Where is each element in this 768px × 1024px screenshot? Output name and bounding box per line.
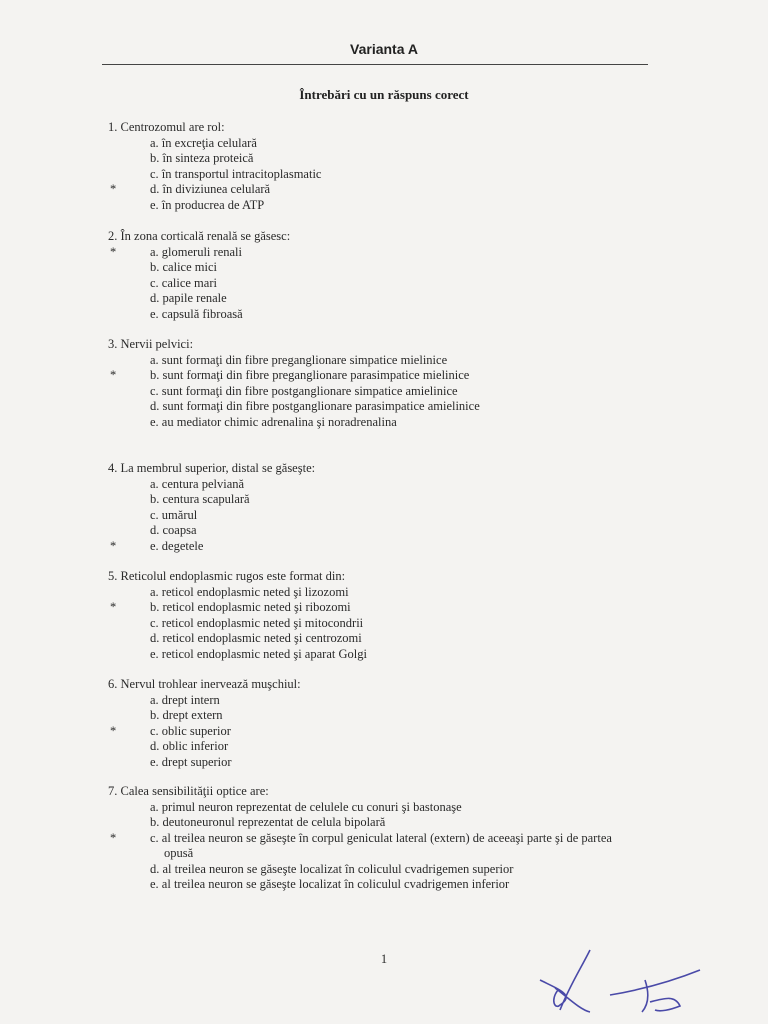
answer-option: c. în transportul intracitoplasmatic [150, 166, 322, 181]
section-title: Întrebări cu un răspuns corect [299, 87, 469, 102]
answer-option: e. au mediator chimic adrenalina şi noradrenalina [150, 414, 397, 429]
answer-option: a. glomeruli renali [150, 244, 242, 259]
answer-option: b. centura scapulară [150, 492, 250, 506]
answer-option: d. papile renale [150, 291, 227, 305]
answer-option: e. reticol endoplasmic neted şi aparat Golgi [150, 646, 367, 661]
answer-option: d. oblic inferior [150, 739, 229, 753]
answer-option: a. reticol endoplasmic neted şi lizozomi [150, 584, 349, 599]
answer-option: d. coapsa [150, 523, 197, 537]
page-header-title: Varianta A [350, 41, 418, 57]
question-text: 3. Nervii pelvici: [108, 337, 194, 351]
handwritten-signature [530, 940, 720, 1020]
page-number: 1 [380, 952, 388, 966]
question-text: 2. În zona corticală renală se găsesc: [108, 229, 291, 243]
answer-option: a. în excreţia celulară [150, 135, 257, 150]
answer-option: d. al treilea neuron se găseşte localizat în coliculul cvadrigemen superior [150, 861, 514, 876]
answer-option: e. în producrea de ATP [150, 197, 265, 212]
correct-answer-marker: * [110, 182, 117, 196]
correct-answer-marker: * [110, 600, 117, 614]
correct-answer-marker: * [110, 538, 117, 553]
correct-answer-marker: * [110, 244, 117, 259]
answer-option: b. calice mici [150, 260, 217, 274]
answer-option: b. deutoneuronul reprezentat de celula bipolară [150, 815, 386, 829]
answer-option: b. sunt formaţi din fibre preganglionare parasimpatice mielinice [150, 368, 470, 382]
answer-option: c. calice mari [150, 275, 217, 290]
answer-option: c. sunt formaţi din fibre postganglionare simpatice amielinice [150, 383, 458, 398]
answer-option: c. reticol endoplasmic neted şi mitocondrii [150, 615, 364, 630]
answer-option: e. drept superior [150, 754, 232, 769]
answer-option: e. capsulă fibroasă [150, 306, 243, 321]
answer-option: e. al treilea neuron se găseşte localizat în coliculul cvadrigemen inferior [150, 877, 510, 891]
answer-option: b. drept extern [150, 708, 223, 722]
answer-option: b. în sinteza proteică [150, 151, 254, 165]
answer-option: a. sunt formaţi din fibre preganglionare simpatice mielinice [150, 352, 448, 367]
answer-option: d. sunt formaţi din fibre postganglionare parasimpatice amielinice [150, 399, 480, 413]
question-text: 6. Nervul trohlear inervează muşchiul: [108, 677, 301, 691]
answer-option: a. centura pelviană [150, 476, 245, 491]
question-text: 7. Calea sensibilităţii optice are: [108, 784, 269, 798]
answer-option: e. degetele [150, 538, 204, 553]
answer-option: d. reticol endoplasmic neted şi centrozomi [150, 631, 362, 645]
answer-option: d. în diviziunea celulară [150, 182, 271, 196]
answer-option: b. reticol endoplasmic neted şi ribozomi [150, 600, 351, 614]
answer-option: c. oblic superior [150, 723, 231, 738]
answer-option: c. umărul [150, 507, 198, 522]
question-text: 4. La membrul superior, distal se găseşte: [108, 461, 316, 475]
answer-option: c. al treilea neuron se găseşte în corpul geniculat lateral (extern) de aceeaşi parte şi de partea [150, 830, 612, 845]
answer-option: a. drept intern [150, 692, 220, 707]
answer-option-continuation: opusă [164, 846, 194, 860]
question-text: 5. Reticolul endoplasmic rugos este format din: [108, 569, 346, 583]
correct-answer-marker: * [110, 830, 117, 845]
question-text: 1. Centrozomul are rol: [108, 120, 225, 134]
answer-option: a. primul neuron reprezentat de celulele cu conuri şi bastonaşe [150, 799, 462, 814]
correct-answer-marker: * [110, 368, 117, 382]
correct-answer-marker: * [110, 723, 117, 738]
